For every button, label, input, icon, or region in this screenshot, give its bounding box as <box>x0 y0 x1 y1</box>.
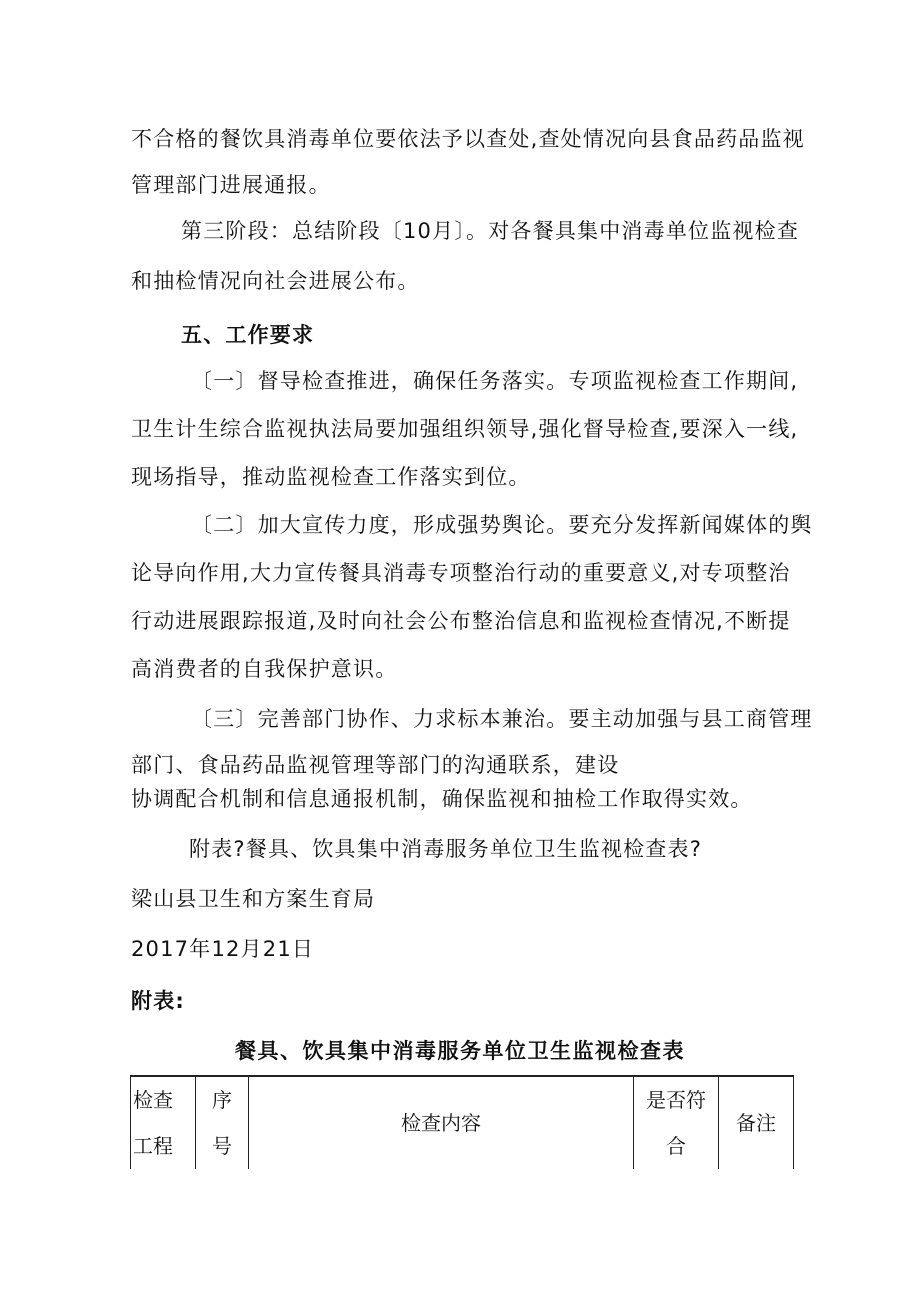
header-seq-line2: 号 <box>212 1134 232 1158</box>
paragraph-line: 协调配合机制和信息通报机制，确保监视和抽检工作取得实效。 <box>131 787 753 811</box>
paragraph-line: 论导向作用,大力宣传餐具消毒专项整治行动的重要意义,对专项整治 <box>131 561 791 585</box>
header-item-line2: 工程 <box>133 1134 173 1158</box>
issue-date: 2017年12月21日 <box>131 937 315 961</box>
paragraph-line: 管理部门进展通报。 <box>131 173 331 197</box>
header-seq-line1: 序 <box>212 1088 232 1112</box>
paragraph-line: 第三阶段：总结阶段〔10月〕。对各餐具集中消毒单位监视检查 <box>181 219 800 243</box>
paragraph-line: 卫生计生综合监视执法局要加强组织领导,强化督导检查,要深入一线, <box>131 417 799 441</box>
header-compliant-line1: 是否符 <box>646 1088 706 1112</box>
header-compliant <box>634 1076 719 1169</box>
issuer-name: 梁山县卫生和方案生育局 <box>131 887 376 911</box>
appendix-label: 附表: <box>131 989 185 1013</box>
paragraph-line: 行动进展跟踪报道,及时向社会公布整治信息和监视检查情况,不断提 <box>131 609 791 633</box>
inspection-table <box>130 1075 794 1169</box>
paragraph-line: 部门、食品药品监视管理等部门的沟通联系，建设 <box>131 753 620 777</box>
header-compliant-line2: 合 <box>666 1134 686 1158</box>
paragraph-line: 不合格的餐饮具消毒单位要依法予以查处,查处情况向县食品药品监视 <box>131 127 805 151</box>
header-item <box>131 1076 196 1169</box>
attachment-note: 附表?餐具、饮具集中消毒服务单位卫生监视检查表? <box>189 837 703 861</box>
paragraph-line: 高消费者的自我保护意识。 <box>131 657 398 681</box>
table-header-row <box>131 1076 794 1169</box>
paragraph-line: 〔二〕加大宣传力度，形成强势舆论。要充分发挥新闻媒体的舆 <box>191 513 813 537</box>
section-heading: 五、工作要求 <box>181 323 315 347</box>
paragraph-line: 〔三〕完善部门协作、力求标本兼治。要主动加强与县工商管理 <box>191 707 813 731</box>
header-content: 检查内容 <box>249 1076 634 1169</box>
header-seq <box>196 1076 249 1169</box>
paragraph-line: 〔一〕督导检查推进，确保任务落实。专项监视检查工作期间, <box>191 369 799 393</box>
header-item-line1: 检查 <box>133 1088 173 1112</box>
paragraph-line: 和抽检情况向社会进展公布。 <box>131 269 420 293</box>
table-title: 餐具、饮具集中消毒服务单位卫生监视检查表 <box>235 1039 685 1063</box>
paragraph-line: 现场指导，推动监视检查工作落实到位。 <box>131 465 531 489</box>
header-remarks: 备注 <box>719 1076 794 1169</box>
